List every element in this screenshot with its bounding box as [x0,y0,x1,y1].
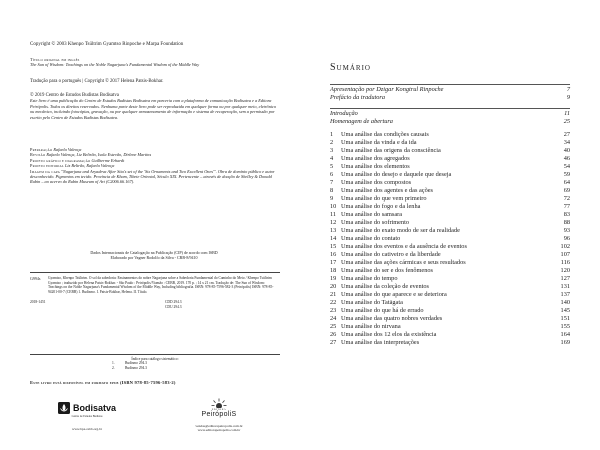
chapter-page: 116 [560,259,570,266]
translation-line: Tradução para o português | Copyright © 2017 Helena Patsis-Bokhar. [30,79,164,84]
chapter-number: 27 [330,339,337,346]
chapter-label: Uma análise das interpretações [341,339,420,346]
chapter-label: Uma análise dos compostos [341,179,412,186]
toc-chapter-row[interactable] [330,179,570,187]
chapter-number: 8 [330,187,334,194]
systematic-index [30,354,280,370]
chapter-number: 14 [330,235,337,242]
copyright-line-2: © 2019 Centro de Estudos Budistas Bodisatva [30,93,119,98]
catalog-code: G994s [30,276,41,281]
toc-chapter-row[interactable] [330,163,570,171]
chapter-page: 46 [563,155,570,162]
toc-chapters [330,131,570,347]
original-title-label: Título original em inglês [30,57,80,62]
toc-chapter-row[interactable] [330,203,570,211]
index-row: 2. Budismo 294.3 [112,365,147,370]
chapter-page: 120 [560,267,570,274]
chapter-number: 17 [330,259,337,266]
catalog-text: Gyamtso, Khenpo Tsültrim. O sol da sabedoria: Ensinamentos do nobre Nagarjuna sobre a Sabedoria Fundamental do Caminho do Meio / Khenpo Tsültrim Gyamtso ; traduzido por Helena Patsis-Bokhar. - São Paulo : Peirópolis/Viamão : CEBB, 2019. 170 p. ; 14 x 21 cm. Tradução de: The Sun of Wisdom: Teachings on the Noble Nagarjuna's Fundamental Wisdom of the Middle Way, Including bibliografia. ISBN: 978-85-7596-582-3 (Peirópolis) ISBN: 978-85-94201-00-7 (CEBB) 1. Budismo. I. Patsis-Bokhar, Helena. II. Título. [48,276,274,294]
sun-icon [211,398,227,408]
toc-chapter-row[interactable] [330,323,570,331]
lotus-icon [58,402,70,414]
chapter-number: 5 [330,163,334,170]
chapter-label: Uma análise do tempo [341,275,398,282]
credit-row: Projeto editorial Liz Beltrão, Rafaela Valença [30,163,115,169]
chapter-number: 19 [330,275,337,282]
catalog-ref: 2018-1451 [30,300,46,304]
chapter-number: 21 [330,291,337,298]
bodisatva-name: Bodisatva [72,403,116,413]
chapter-label: Uma análise dos eventos e da ausência de eventos [341,243,467,250]
toc-chapter-row[interactable] [330,339,570,347]
toc-chapter-row[interactable] [330,131,570,139]
chapter-label: Uma análise dos agregados [341,155,410,162]
toc-chapter-row[interactable] [330,259,570,267]
chapter-page: 40 [563,147,570,154]
catalog-heading: Dados Internacionais de Catalogação na Publicação (CIP) de acordo com ISBD Elaborado por Vagner Rodolfo da Silva - CRB-8/9410 [90,250,218,260]
chapter-page: 64 [563,179,570,186]
original-title: The Sun of Wisdom: Teachings on the Noble Nagarjuna's Fundamental Wisdom of the Middle Way [30,62,200,68]
chapter-label: Uma análise do sofrimento [341,219,410,226]
peiropolis-prefix: EDITORA [211,408,227,411]
toc-chapter-row[interactable] [330,307,570,315]
chapter-label: Uma análise do exato modo de ser da realidade [341,227,460,234]
chapter-page: 140 [560,299,570,306]
peiropolis-name: PeirópoliS [201,411,237,418]
chapter-page: 88 [563,219,570,226]
chapter-number: 9 [330,195,334,202]
bodisatva-logo [52,402,122,431]
chapter-number: 18 [330,267,337,274]
toc-entry[interactable]: Homenagem de abertura 25 [330,118,570,125]
chapter-page: 131 [560,283,570,290]
bodisatva-sub: Centro de Estudos Budistas [71,415,103,418]
peiropolis-email: vendas@editorapeiropolis.com.br [195,424,243,428]
chapter-page: 72 [563,195,570,202]
chapter-label: Uma análise dos agentes e das ações [341,187,433,194]
index-row: 1. Budismo 294.3 [112,361,147,365]
cdu-code: CDU 294.3 [165,304,182,309]
chapter-number: 25 [330,323,337,330]
toc-title: Sumário [330,62,371,73]
chapter-page: 93 [563,227,570,234]
credit-row: Projeto gráfico e diagramação Guilherme Erhardt [30,157,125,163]
toc-rule-top [330,84,570,85]
chapter-page: 96 [563,235,570,242]
chapter-label: Uma análise dos elementos [341,163,410,170]
catalog-card [30,272,280,312]
chapter-page: 77 [563,203,570,210]
chapter-label: Uma análise do que vem primeiro [341,195,427,202]
chapter-page: 102 [560,243,570,250]
credit-row: Preparação Rafaela Valença [30,147,82,152]
toc-chapter-row[interactable] [330,251,570,259]
toc-entry[interactable]: Apresentação por Dzigar Kongtrul Rinpoche 7 [330,86,570,93]
chapter-label: Uma análise da coleção de eventos [341,283,429,290]
chapter-number: 6 [330,171,334,178]
original-title-block [30,57,278,68]
toc-front-matter [330,86,570,102]
chapter-page: 27 [563,131,570,138]
toc-chapter-row[interactable] [330,211,570,219]
toc-chapter-row[interactable] [330,147,570,155]
peiropolis-logo [182,398,256,432]
toc-chapter-row[interactable] [330,331,570,339]
rights-block [30,93,278,120]
chapter-label: Uma análise do nirvana [341,323,401,330]
chapter-page: 59 [563,171,570,178]
chapter-label: Uma análise do que há de errado [341,307,424,314]
toc-chapter-row[interactable] [330,235,570,243]
chapter-label: Uma análise das condições causais [341,131,429,138]
chapter-label: Uma análise do contato [341,235,401,242]
chapter-label: Uma análise das origens da consciência [341,147,441,154]
chapter-page: 169 [560,339,570,346]
toc-chapter-row[interactable] [330,315,570,323]
chapter-label: Uma análise das quatro nobres verdades [341,315,443,322]
toc-intro [330,110,570,126]
toc-chapter-row[interactable] [330,139,570,147]
toc-chapter-row[interactable] [330,227,570,235]
credit-row: Imagem da capa "Nagarjuna and Aryadeva After Sita's set of the 'Six Ornaments and Two Excellent Ones'". Obra de domínio público e autor desconhecido. Pigmentos em tecido. Província de Kham, Tibete Oriental, Século XIX. Pertencente – através de doação de Shelley & Donald Rubin – ao acervo do Rubin Museum of Art (C2006.66.167). [30,168,275,185]
toc-chapter-row[interactable] [330,275,570,283]
chapter-label: Uma análise do fogo e da lenha [341,203,421,210]
chapter-number: 7 [330,179,334,186]
copyright-line: Copyright © 2003 Khenpo Tsültrim Gyamtso Rinpoche e Marpa Foundation [30,42,184,47]
chapter-number: 26 [330,331,337,338]
chapter-label: Uma análise da vinda e da ida [341,139,417,146]
toc-chapter-row[interactable] [330,219,570,227]
chapter-number: 12 [330,219,337,226]
chapter-number: 1 [330,131,334,138]
index-title: Índice para catálogo sistemático: [131,357,179,361]
epub-line: Este livro está disponível em formato epub (ISBN 978-85-7596-583-2) [30,380,176,385]
chapter-number: 10 [330,203,337,210]
toc-chapter-row[interactable] [330,195,570,203]
chapter-page: 137 [560,291,570,298]
toc-chapter-row[interactable] [330,291,570,299]
chapter-number: 16 [330,251,337,258]
chapter-number: 13 [330,227,337,234]
chapter-label: Uma análise das ações cármicas e seus resultados [341,259,466,266]
toc-entry[interactable]: Introdução 11 [330,110,570,117]
chapter-label: Uma análise do Tatāgata [341,299,403,306]
cdd-code: CDD 294.3 [165,300,182,304]
chapter-page: 107 [560,251,570,258]
chapter-page: 69 [563,187,570,194]
chapter-number: 20 [330,283,337,290]
chapter-page: 34 [563,139,570,146]
chapter-number: 15 [330,243,337,250]
chapter-page: 151 [560,315,570,322]
chapter-label: Uma análise dos 12 elos da existência [341,331,437,338]
chapter-number: 23 [330,307,337,314]
chapter-label: Uma análise do que aparece e se deteriora [341,291,447,298]
chapter-number: 22 [330,299,337,306]
chapter-page: 54 [563,163,570,170]
peiropolis-url: www.editorapeiropolis.com.br [197,428,241,432]
toc-entry[interactable]: Prefácio da tradutora 9 [330,94,570,101]
toc-chapter-row[interactable] [330,267,570,275]
chapter-label: Uma análise do desejo e daquele que deseja [341,171,452,178]
chapter-number: 4 [330,155,334,162]
chapter-page: 164 [560,331,570,338]
toc-rule-mid [330,108,570,109]
chapter-number: 3 [330,147,334,154]
toc-chapter-row[interactable] [330,243,570,251]
chapter-page: 127 [560,275,570,282]
rights-text: Este livro é uma publicação do Centro de Estudos Budistas Bodisatva em parceria com a plataforma de comunicação Bodisatva e a Editora Peirópolis. Todos os direitos reservados. Nenhuma parte deste livro pode ser reproduzida em qualquer forma ou por qualquer meio, eletrônico ou mecânico, incluindo fotocópias, gravação, ou por qualquer armazenamento de informação e sistema de recuperação, sem a permissão por escrito pelo Centro de Estudos Budistas Bodisatva. [30,98,277,120]
chapter-label: Uma análise do cativeiro e da liberdade [341,251,441,258]
chapter-page: 83 [563,211,570,218]
credits-block [30,147,278,185]
bodisatva-url: www.bpa.cebb.org.br [71,427,103,431]
chapter-number: 24 [330,315,337,322]
toc-chapter-row[interactable] [330,155,570,163]
toc-chapter-row[interactable] [330,187,570,195]
chapter-label: Uma análise do ser e dos fenômenos [341,267,433,274]
credit-row: Revisão Rafaela Valença, Liz Beltrão, Isola Estevão, Dirlene Martins [30,152,152,158]
chapter-label: Uma análise do samsara [341,211,403,218]
chapter-page: 155 [560,323,570,330]
toc-chapter-row[interactable] [330,283,570,291]
chapter-page: 145 [560,307,570,314]
toc-chapter-row[interactable] [330,171,570,179]
chapter-number: 2 [330,139,334,146]
chapter-number: 11 [330,211,337,218]
toc-chapter-row[interactable] [330,299,570,307]
